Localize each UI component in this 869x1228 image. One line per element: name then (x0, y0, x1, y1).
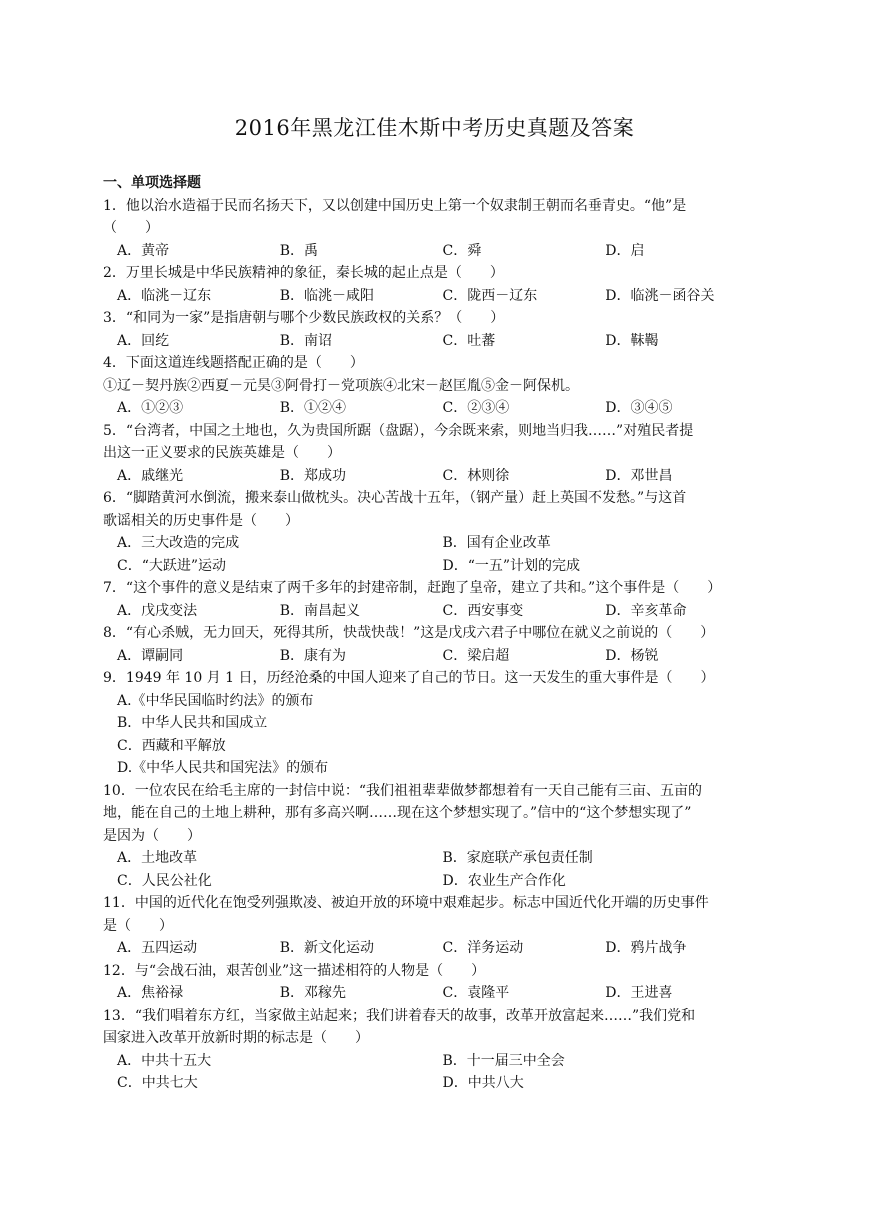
question-list (103, 172, 768, 1095)
option-b: B．南昌起义 (279, 602, 361, 619)
question-text: 5．“台湾者，中国之土地也，久为贵国所踞（盘踞），今余既来索，则地当归我……”对殖民者提 (103, 422, 694, 439)
section-heading: 一、单项选择题 (103, 175, 201, 191)
question-11 (103, 892, 768, 960)
question-8 (103, 622, 768, 667)
question-3 (103, 307, 768, 352)
option-row (103, 532, 768, 555)
option-b: B．家庭联产承包责任制 (442, 850, 593, 866)
option-row (103, 600, 768, 623)
option-a: A．三大改造的完成 (117, 535, 240, 551)
option-b: B．新文化运动 (279, 940, 375, 956)
option-a: A．焦裕禄 (117, 985, 184, 1001)
question-text: 13．“我们唱着东方红，当家做主站起来；我们讲着春天的故事，改革开放富起来……”我们党和 (103, 1007, 696, 1024)
option-d: D．鸦片战争 (605, 940, 687, 956)
question-12 (103, 960, 768, 1005)
option-row (103, 1072, 768, 1095)
question-6 (103, 487, 768, 577)
option-a: A．戊戌变法 (117, 602, 198, 619)
option-c: C．人民公社化 (117, 872, 212, 889)
option-row (103, 555, 768, 578)
question-4 (103, 352, 768, 420)
question-text: ①辽－契丹族②西夏－元昊③阿骨打－党项族④北宋－赵匡胤⑤金－阿保机。 (103, 377, 579, 394)
question-text: 出这一正义要求的民族英雄是（ ） (103, 445, 341, 461)
option-row (103, 285, 768, 308)
option-c: C．西藏和平解放 (117, 737, 226, 754)
question-text: 8．“有心杀贼，无力回天，死得其所，快哉快哉！”这是戊戌六君子中哪位在就义之前说的（ ） (103, 625, 715, 641)
question-text: 是因为（ ） (103, 827, 201, 844)
option-d: D．③④⑤ (605, 400, 673, 416)
question-9 (103, 667, 768, 780)
question-text: 地，能在自己的土地上耕种，那有多高兴啊……现在这个梦想实现了。”信中的“这个梦想实现了” (103, 805, 692, 821)
question-text: 6．“脚踏黄河水倒流，搬来泰山做枕头。决心苦战十五年，（钢产量）赶上英国不发愁。”与这首 (103, 490, 687, 506)
question-text: 12．与“会战石油，艰苦创业”这一描述相符的人物是（ ） (103, 962, 486, 979)
option-b: B．康有为 (279, 647, 347, 664)
option-d: D．邓世昌 (605, 467, 673, 484)
option-row (103, 1050, 768, 1073)
question-5 (103, 420, 768, 488)
option-b: B．南诏 (279, 332, 333, 349)
option-c: C．②③④ (442, 400, 510, 416)
question-text: 9．1949 年 10 月 1 日，历经沧桑的中国人迎来了自己的节日。这一天发生的重大事件是（ ） (103, 670, 715, 686)
option-a: A．回纥 (117, 332, 170, 349)
option-row (103, 240, 768, 263)
option-a: A．黄帝 (117, 242, 170, 259)
option-row (103, 757, 768, 780)
question-2 (103, 262, 768, 307)
option-a: A．土地改革 (117, 850, 198, 866)
option-d: D．王进喜 (605, 985, 673, 1001)
option-row (103, 690, 768, 713)
option-a: A.《中华民国临时约法》的颁布 (117, 692, 314, 709)
option-row (103, 330, 768, 353)
option-d: D．“一五”计划的完成 (442, 557, 581, 574)
question-text: （ ） (103, 220, 159, 236)
document-title: 2016年黑龙江佳木斯中考历史真题及答案 (234, 116, 635, 140)
option-a: A．谭嗣同 (117, 647, 184, 664)
question-text: 4．下面这道连线题搭配正确的是（ ） (103, 355, 364, 371)
question-10 (103, 780, 768, 893)
option-c: C．西安事变 (442, 602, 524, 619)
option-row (103, 735, 768, 758)
question-text: 2．万里长城是中华民族精神的象征，秦长城的起止点是（ ） (103, 265, 504, 281)
option-c: C．舜 (442, 242, 482, 259)
option-b: B．邓稼先 (279, 985, 347, 1001)
option-d: D．靺鞨 (605, 332, 659, 349)
option-b: B．中华人民共和国成立 (117, 715, 268, 731)
option-d: D．中共八大 (442, 1075, 524, 1091)
option-b: B．①②④ (279, 400, 347, 416)
option-a: A．中共十五大 (117, 1052, 212, 1069)
option-row (103, 397, 768, 420)
option-c: C．中共七大 (117, 1075, 198, 1091)
question-text: 1．他以治水造福于民而名扬天下，又以创建中国历史上第一个奴隶制王朝而名垂青史。“他”是 (103, 197, 687, 214)
option-c: C．袁隆平 (442, 985, 510, 1001)
question-text: 3．“和同为一家”是指唐朝与哪个少数民族政权的关系？（ ） (103, 310, 505, 326)
option-d: D．辛亥革命 (605, 602, 687, 619)
option-c: C．陇西－辽东 (442, 287, 538, 304)
option-b: B．临洮－咸阳 (279, 287, 375, 304)
option-c: C．梁启超 (442, 647, 510, 664)
question-1 (103, 195, 768, 263)
option-b: B．郑成功 (279, 467, 347, 484)
option-d: D.《中华人民共和国宪法》的颁布 (117, 760, 329, 776)
question-text: 歌谣相关的历史事件是（ ） (103, 512, 299, 529)
question-text: 11．中国的近代化在饱受列强欺凌、被迫开放的环境中艰难起步。标志中国近代化开端的历史事件 (103, 895, 709, 911)
option-b: B．十一届三中全会 (442, 1052, 565, 1069)
question-text: 是（ ） (103, 917, 173, 934)
question-7 (103, 577, 768, 622)
question-text: 7．“这个事件的意义是结束了两千多年的封建帝制，赶跑了皇帝，建立了共和。”这个事件是（ ） (103, 580, 722, 596)
option-d: D．农业生产合作化 (442, 872, 566, 889)
option-row (103, 937, 768, 960)
option-a: A．五四运动 (117, 940, 198, 956)
question-text: 10．一位农民在给毛主席的一封信中说：“我们祖祖辈辈做梦都想着有一天自己能有三亩、五亩的 (103, 782, 702, 799)
option-row (103, 465, 768, 488)
option-row (103, 870, 768, 893)
option-row (103, 645, 768, 668)
option-d: D．杨锐 (605, 647, 659, 664)
option-b: B．国有企业改革 (442, 535, 551, 551)
option-row (103, 847, 768, 870)
option-c: C．吐蕃 (442, 332, 496, 349)
option-c: C．洋务运动 (442, 940, 524, 956)
option-row (103, 712, 768, 735)
option-b: B．禹 (279, 242, 319, 259)
option-a: A．戚继光 (117, 467, 184, 484)
option-a: A．临洮－辽东 (117, 287, 212, 304)
option-c: C．“大跃进”运动 (117, 557, 227, 574)
option-d: D．临洮－函谷关 (605, 287, 715, 304)
option-a: A．①②③ (117, 400, 184, 416)
question-13 (103, 1005, 768, 1095)
option-d: D．启 (605, 242, 645, 259)
option-row (103, 982, 768, 1005)
question-text: 国家进入改革开放新时期的标志是（ ） (103, 1030, 369, 1046)
option-c: C．林则徐 (442, 467, 510, 484)
